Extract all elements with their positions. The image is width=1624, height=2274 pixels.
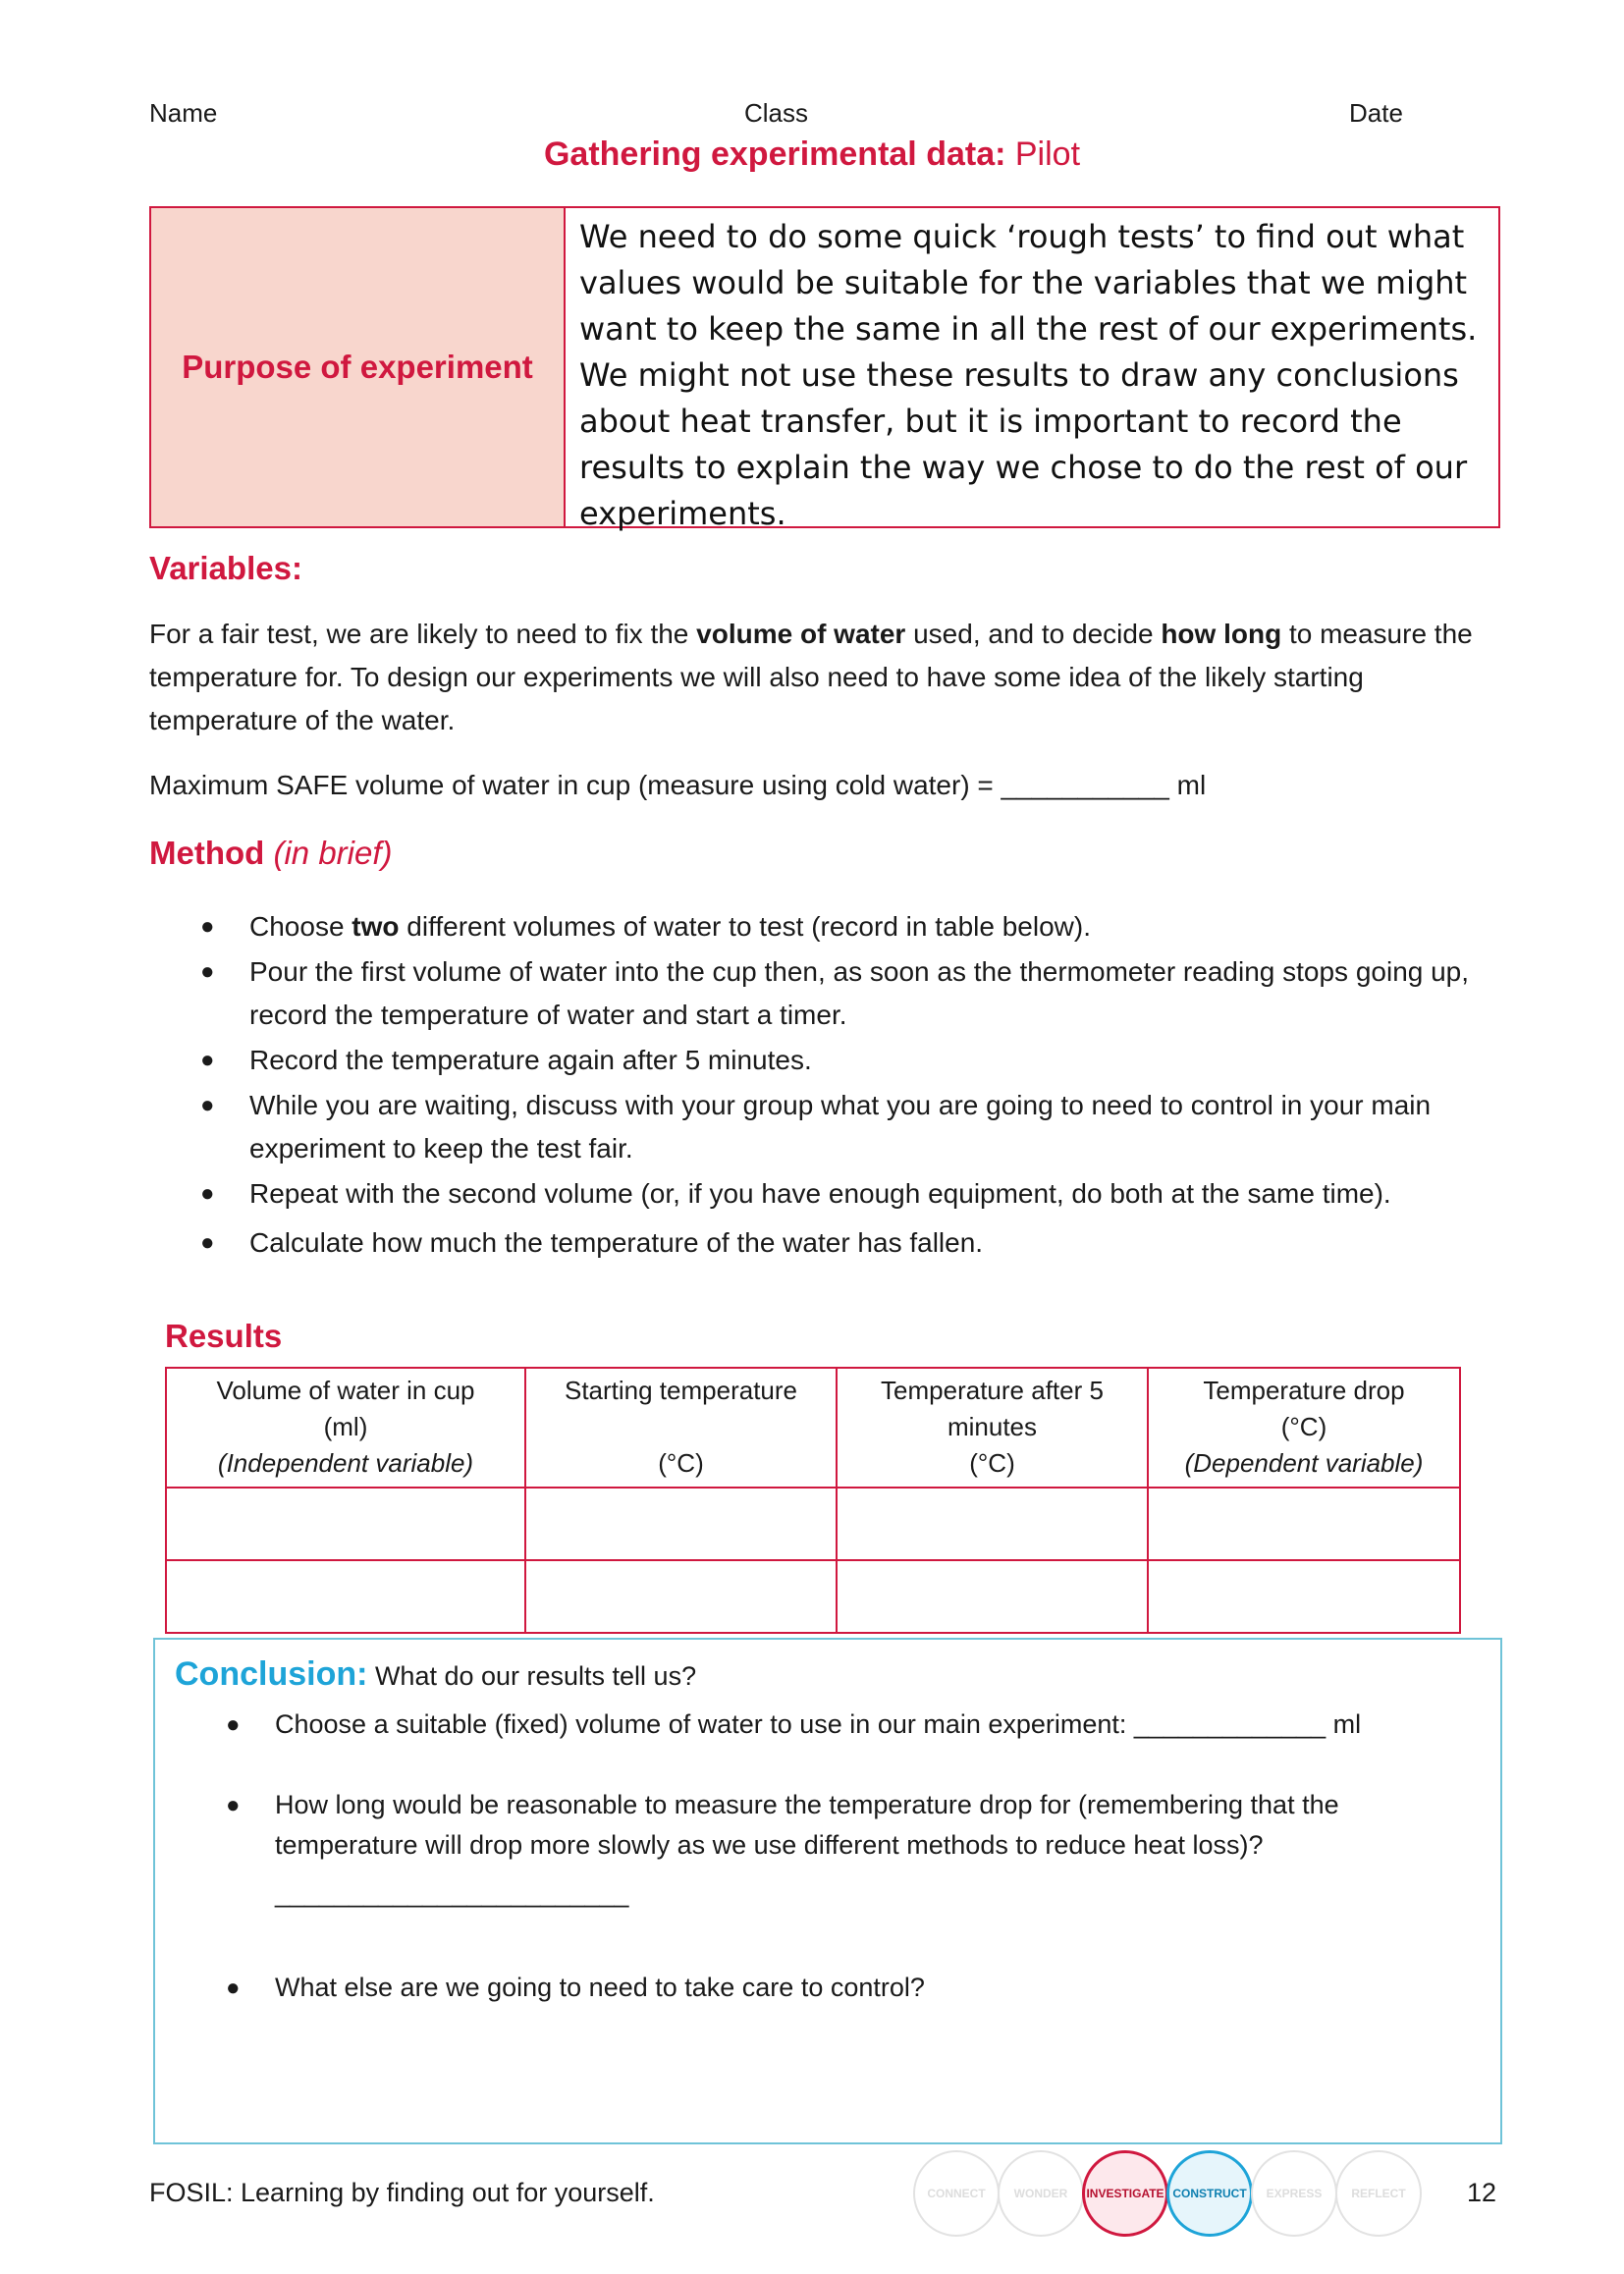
conclusion-duration-blank: ________________________ [275, 1878, 629, 1908]
bullet-icon: ● [226, 1711, 241, 1738]
purpose-box [149, 206, 1500, 532]
col-header-temp-drop-title: Temperature drop [1203, 1376, 1405, 1405]
bullet-icon: ● [200, 1180, 215, 1207]
footer-text: FOSIL: Learning by finding out for yourself. [149, 2178, 655, 2207]
variables-text-2: used, and to decide [905, 619, 1162, 649]
variables-paragraph [149, 613, 1514, 742]
method-step-3: Record the temperature again after 5 minutes. [249, 1045, 812, 1075]
bullet-icon: ● [200, 913, 215, 940]
reflect-stage-icon: REFLECT [1335, 2150, 1422, 2237]
variables-text-3: to measure the temperature for. To design our experiments we will also need to have some idea of the likely starting temperature of the water. [149, 619, 1473, 735]
page-number: 12 [1467, 2178, 1497, 2207]
method-step [149, 905, 1514, 948]
method-heading-main: Method [149, 835, 265, 871]
conclusion-question: What do our results tell us? [367, 1661, 697, 1691]
page-title [0, 135, 1624, 174]
bullet-icon: ● [200, 1092, 215, 1118]
bullet-icon: ● [226, 1975, 241, 2001]
method-step-1c: different volumes of water to test (record in table below). [399, 911, 1091, 942]
spacer [532, 1409, 830, 1445]
method-step [149, 1172, 1514, 1216]
col-header-temp-drop-unit: (°C) [1280, 1412, 1327, 1441]
independent-variable-note: (Independent variable) [217, 1448, 474, 1478]
method-step-1-bold: two [352, 911, 400, 942]
conclusion-heading [175, 1655, 696, 1694]
col-header-start-temp [525, 1368, 837, 1488]
col-header-temp-drop [1148, 1368, 1460, 1488]
bullet-icon: ● [226, 1792, 241, 1818]
method-step-2: Pour the first volume of water into the cup then, as soon as the thermometer reading stops going up, record the temperature of water and start a timer. [249, 956, 1470, 1030]
table-cell[interactable] [166, 1560, 525, 1633]
construct-stage-icon: CONSTRUCT [1166, 2150, 1253, 2237]
investigate-stage-icon: INVESTIGATE [1082, 2150, 1168, 2237]
method-heading [149, 835, 393, 872]
results-heading: Results [165, 1318, 283, 1354]
method-step [149, 1084, 1514, 1170]
method-step-6: Calculate how much the temperature of the water has fallen. [249, 1227, 984, 1258]
method-step-5: Repeat with the second volume (or, if you have enough equipment, do both at the same time). [249, 1178, 1391, 1209]
table-cell[interactable] [525, 1488, 837, 1560]
table-cell[interactable] [1148, 1560, 1460, 1633]
col-header-volume-unit: (ml) [323, 1412, 368, 1441]
conclusion-item-volume: Choose a suitable (fixed) volume of water to use in our main experiment: _____________ ml [275, 1709, 1362, 1739]
wonder-stage-icon: WONDER [998, 2150, 1084, 2237]
conclusion-item [173, 1705, 1479, 1745]
bullet-icon: ● [200, 958, 215, 985]
max-volume-line: Maximum SAFE volume of water in cup (measure using cold water) = ___________ ml [149, 770, 1207, 800]
variables-text-1: For a fair test, we are likely to need to fix the [149, 619, 697, 649]
table-cell[interactable] [837, 1488, 1148, 1560]
col-header-start-temp-title: Starting temperature [564, 1376, 797, 1405]
method-step [149, 1221, 1514, 1265]
conclusion-item [173, 1968, 1479, 2008]
table-cell[interactable] [166, 1488, 525, 1560]
table-cell[interactable] [837, 1560, 1148, 1633]
conclusion-item-control: What else are we going to need to take care to control? [275, 1973, 925, 2002]
col-header-volume [166, 1368, 525, 1488]
bullet-icon: ● [200, 1229, 215, 1256]
dependent-variable-note: (Dependent variable) [1184, 1448, 1424, 1478]
name-label: Name [149, 98, 218, 128]
method-list [149, 905, 1514, 1265]
connect-stage-icon: CONNECT [913, 2150, 1000, 2237]
conclusion-item [173, 1785, 1479, 1866]
col-header-volume-note [173, 1445, 518, 1482]
col-header-temp-after-unit: (°C) [969, 1448, 1015, 1478]
purpose-label-cell [151, 208, 566, 526]
col-header-volume-title: Volume of water in cup [216, 1376, 475, 1405]
method-heading-note: (in brief) [264, 835, 393, 871]
table-cell[interactable] [525, 1560, 837, 1633]
col-header-temp-drop-note [1155, 1445, 1453, 1482]
conclusion-heading-main: Conclusion: [175, 1655, 368, 1693]
purpose-label: Purpose of experiment [182, 349, 533, 385]
variables-bold-how-long: how long [1161, 619, 1282, 649]
conclusion-blank-line[interactable] [173, 1873, 1479, 1914]
date-label: Date [1349, 98, 1403, 128]
col-header-temp-after [837, 1368, 1148, 1488]
table-row [166, 1560, 1460, 1633]
page-title-sub: Pilot [1005, 135, 1081, 173]
variables-bold-volume: volume of water [696, 619, 906, 649]
class-label: Class [744, 98, 809, 128]
method-step [149, 1039, 1514, 1082]
col-header-temp-after-title: Temperature after 5 minutes [881, 1376, 1104, 1441]
method-step [149, 950, 1514, 1037]
bullet-icon: ● [200, 1047, 215, 1073]
results-header-row [166, 1368, 1460, 1488]
table-cell[interactable] [1148, 1488, 1460, 1560]
purpose-text: We need to do some quick ‘rough tests’ to find out what values would be suitable for the variables that we might want to keep the same in all the rest of our experiments. We might not use these results to draw any conclusions about heat transfer, but it is important to record the results to explain the way we chose to do the rest of our experiments. [579, 218, 1478, 532]
variables-heading: Variables: [149, 550, 302, 586]
express-stage-icon: EXPRESS [1251, 2150, 1337, 2237]
method-step-1a: Choose [249, 911, 352, 942]
page-title-main: Gathering experimental data: [543, 135, 1006, 173]
method-step-4: While you are waiting, discuss with your group what you are going to need to control in your main experiment to keep the test fair. [249, 1090, 1432, 1164]
conclusion-item-duration: How long would be reasonable to measure the temperature drop for (remembering that the temperature will drop more slowly as we use different methods to reduce heat loss)? [275, 1790, 1339, 1860]
col-header-start-temp-unit: (°C) [658, 1448, 704, 1478]
table-row [166, 1488, 1460, 1560]
results-table [165, 1367, 1461, 1634]
